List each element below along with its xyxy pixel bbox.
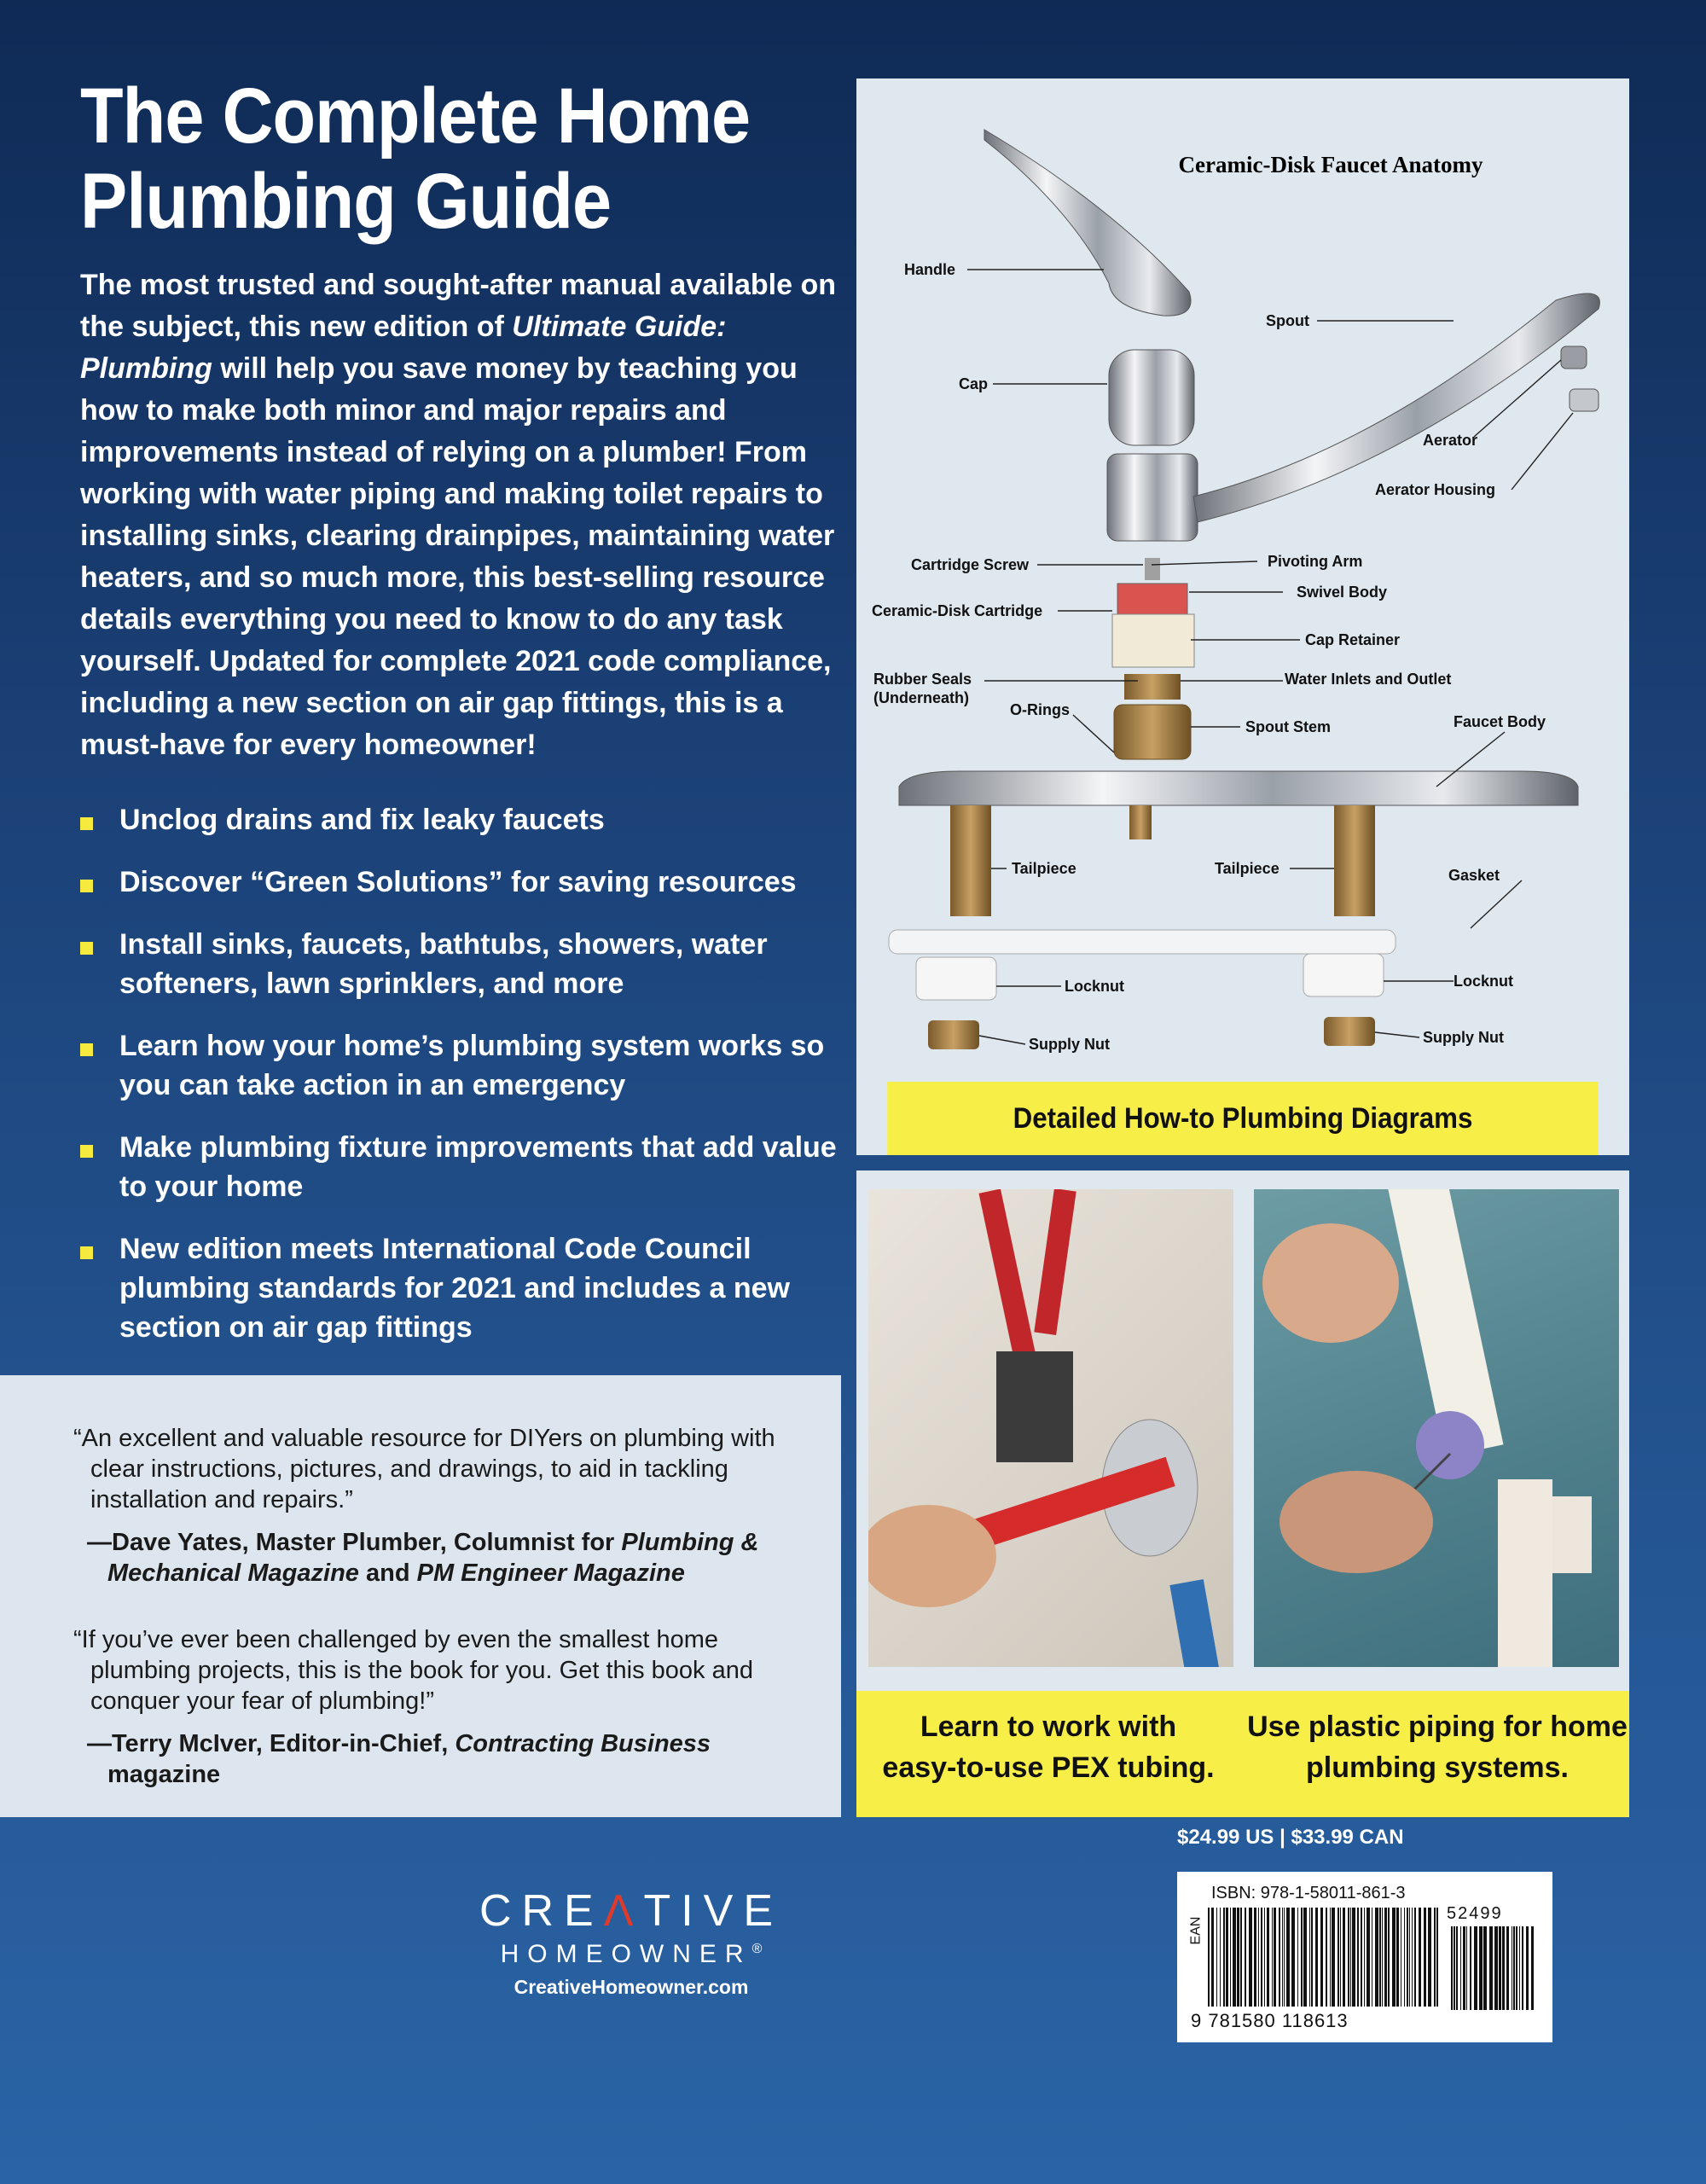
barcode-bar [1315, 1908, 1318, 2007]
cap-part [1109, 350, 1194, 445]
plastic-pipe-photo [1254, 1189, 1619, 1667]
aerator-part [1561, 346, 1587, 369]
plastic-pipe-caption: Use plastic piping for home plumbing systems. [1247, 1711, 1628, 1784]
barcode-bar [1350, 1908, 1351, 2007]
barcode-bar [1451, 1926, 1453, 2010]
testimonial-text: “If you’ve ever been challenged by even the smallest home plumbing projects, this is the book for you. Get this book and conquer your fear of plumbing!” [73, 1626, 753, 1715]
intro-book-name: Ultimate Guide: Plumbing [80, 311, 727, 385]
diagram-title: Ceramic-Disk Faucet Anatomy [1178, 152, 1483, 177]
swivel-body-part [1107, 454, 1198, 541]
barcode-bar [1479, 1926, 1483, 2010]
barcode-bar [1249, 1908, 1252, 2007]
barcode-bar [1526, 1926, 1529, 2010]
barcode-bar [1291, 1908, 1295, 2007]
barcode-bar [1211, 1908, 1214, 2007]
bullet-square-icon [80, 1043, 93, 1056]
label-water-inlets: Water Inlets and Outlet [1285, 671, 1452, 688]
locknut-right-part [1303, 954, 1384, 996]
intro-text-1: The most trusted and sought-after manual available on the subject, this new edition of [80, 269, 837, 343]
barcode-bar [1506, 1926, 1509, 2010]
barcode-bar [1384, 1908, 1387, 2007]
barcode-bar [1463, 1926, 1465, 2010]
barcode-bar [1364, 1908, 1365, 2007]
feature-item: Unclog drains and fix leaky faucets [80, 800, 848, 839]
barcode-bar [1375, 1908, 1378, 2007]
barcode-bar [1424, 1908, 1426, 2007]
barcode-bar [1483, 1926, 1487, 2010]
barcode-bar [1460, 1926, 1461, 2010]
label-rubber-seals: Rubber Seals [873, 671, 972, 688]
barcode-bar [1412, 1908, 1413, 2007]
barcode-bar [1470, 1926, 1471, 2010]
barcode-bar [1499, 1926, 1501, 2010]
logo-subline: HOMEOWNER® [500, 1940, 763, 1968]
barcode-bar [1454, 1926, 1455, 2010]
testimonials-panel [0, 1375, 841, 1817]
barcode-addon: 52499 [1447, 1904, 1503, 1923]
bullet-square-icon [80, 817, 93, 830]
barcode-bar [1264, 1908, 1265, 2007]
faucet-anatomy-illustration [856, 78, 1629, 1082]
label-underneath: (Underneath) [873, 689, 969, 706]
aerator-housing-part [1570, 389, 1599, 411]
barcode-bar [1245, 1908, 1246, 2007]
label-spout-stem: Spout Stem [1245, 718, 1332, 735]
label-ceramic-disk-cartridge: Ceramic-Disk Cartridge [872, 602, 1043, 619]
barcode-bar [1513, 1926, 1515, 2010]
publisher-url[interactable]: CreativeHomeowner.com [514, 1976, 749, 1998]
intro-paragraph [80, 264, 848, 766]
tailpiece-left-part [950, 805, 991, 916]
barcode-bar [1226, 1908, 1228, 2007]
ean-label: EAN [1188, 1916, 1204, 1945]
label-spout: Spout [1266, 312, 1309, 329]
barcode-bar [1414, 1908, 1416, 2007]
barcode-bar [1220, 1908, 1221, 2007]
plastic-pipe-illustration [1254, 1189, 1619, 1667]
intro-text-2: will help you save money by teaching you how to make both minor and major repairs and improvements instead of relying on a plumber! From working with water piping and making toilet repairs to installing sinks, clearing drainpipes, maintaining water heaters, and so much more, this best-selling resource details everything you need to know to do any task yourself. Updated for complete 2021 code compliance, including a new section on air gap fittings, this is a must-have for every homeowner! [80, 352, 835, 761]
label-cap: Cap [959, 375, 989, 392]
barcode-bar [1434, 1908, 1436, 2007]
bullet-square-icon [80, 1145, 93, 1158]
barcode-bar [1516, 1926, 1517, 2010]
barcode-bar [1279, 1908, 1280, 2007]
feature-item: Discover “Green Solutions” for saving resources [80, 863, 848, 902]
barcode-bar [1404, 1908, 1405, 2007]
barcode-bar [1367, 1908, 1370, 2007]
barcode-bar [1382, 1908, 1383, 2007]
feature-item: Install sinks, faucets, bathtubs, showers, water softeners, lawn sprinklers, and more [80, 925, 848, 1003]
barcode-bar [1326, 1908, 1327, 2007]
gasket-part [889, 930, 1396, 954]
barcode-bar [1474, 1926, 1477, 2010]
barcode-bar [1436, 1908, 1438, 2007]
barcode-bar [1494, 1926, 1498, 2010]
feature-item: Learn how your home’s plumbing system works so you can take action in an emergency [80, 1026, 848, 1105]
barcode-bar [1233, 1908, 1236, 2007]
barcode-bar [1286, 1908, 1290, 2007]
barcode-bar [1254, 1908, 1256, 2007]
supply-nut-right-part [1324, 1017, 1375, 1046]
faucet-diagram-panel [856, 78, 1629, 1155]
label-gasket: Gasket [1448, 867, 1500, 884]
barcode-bar [1489, 1926, 1493, 2010]
photo-captions [856, 1691, 1629, 1817]
logo-wordmark: CREΛTIVE [479, 1886, 784, 1936]
label-aerator-housing: Aerator Housing [1375, 481, 1496, 498]
barcode-bar [1330, 1908, 1331, 2007]
barcode-bar [1407, 1908, 1408, 2007]
barcode-bar [1338, 1908, 1339, 2007]
pex-tubing-photo [868, 1189, 1233, 1667]
barcode-bar [1223, 1908, 1225, 2007]
label-o-rings: O-Rings [1010, 701, 1070, 718]
label-supply-nut-left: Supply Nut [1029, 1036, 1110, 1053]
rubber-seal-part [1124, 674, 1181, 700]
barcode-bar [1396, 1908, 1399, 2007]
tailpiece-right-part [1334, 805, 1375, 916]
barcode-bar [1343, 1908, 1345, 2007]
publisher-logo[interactable] [478, 1885, 785, 1999]
barcode-bar [1284, 1908, 1285, 2007]
bullet-square-icon [80, 942, 93, 955]
book-title [80, 73, 756, 244]
barcode-bar [1392, 1908, 1396, 2007]
isbn-text: ISBN: 978-1-58011-861-3 [1211, 1884, 1406, 1902]
barcode-bar [1230, 1908, 1231, 2007]
title-line-2: Plumbing Guide [80, 158, 612, 245]
barcode-bar [1419, 1908, 1421, 2007]
barcode-bar [1311, 1908, 1313, 2007]
barcode-bar [1409, 1908, 1410, 2007]
label-locknut-right: Locknut [1454, 973, 1513, 990]
label-cap-retainer: Cap Retainer [1305, 631, 1401, 648]
feature-list [80, 800, 848, 1370]
barcode-bar [1361, 1908, 1362, 2007]
barcode-bar [1216, 1908, 1217, 2007]
label-locknut-left: Locknut [1065, 978, 1124, 995]
ceramic-disk-cartridge-part [1112, 614, 1194, 667]
isbn-barcode [1177, 1872, 1552, 2042]
barcode-bar [1240, 1908, 1242, 2007]
barcode-bar [1208, 1908, 1210, 2007]
label-cartridge-screw: Cartridge Screw [911, 556, 1030, 573]
supply-nut-left-part [928, 1020, 979, 1049]
handle-part [984, 130, 1191, 316]
label-handle: Handle [904, 261, 956, 278]
price-label: $24.99 US | $33.99 CAN [1177, 1826, 1404, 1849]
barcode-bar [1261, 1908, 1262, 2007]
barcode-bar [1309, 1908, 1310, 2007]
barcode-bar [1301, 1908, 1303, 2007]
spout-stem-part [1114, 705, 1191, 759]
barcode-bar [1303, 1908, 1307, 2007]
barcode-bar [1340, 1908, 1341, 2007]
testimonial [73, 1624, 824, 1790]
label-tailpiece-right: Tailpiece [1215, 860, 1280, 877]
barcode-bar [1237, 1908, 1239, 2007]
label-pivoting-arm: Pivoting Arm [1268, 553, 1363, 570]
title-line-1: The Complete Home [80, 73, 751, 160]
center-pin-part [1129, 805, 1152, 839]
label-aerator: Aerator [1423, 432, 1478, 449]
barcode-bar [1519, 1926, 1520, 2010]
label-faucet-body: Faucet Body [1454, 713, 1546, 730]
bullet-square-icon [80, 880, 93, 892]
barcode-bar [1272, 1908, 1273, 2007]
barcode-number: 9 781580 118613 [1191, 2010, 1349, 2031]
barcode-bar [1522, 1926, 1523, 2010]
barcode-bar [1531, 1926, 1534, 2010]
barcode-bar [1297, 1908, 1298, 2007]
feature-item: Make plumbing fixture improvements that add value to your home [80, 1128, 848, 1206]
diagram-caption: Detailed How-to Plumbing Diagrams [887, 1082, 1599, 1155]
barcode-bar [1282, 1908, 1283, 2007]
barcode-bar [1267, 1908, 1269, 2007]
logo-roof-icon: Λ [603, 1886, 644, 1936]
pex-tool-illustration [868, 1189, 1233, 1667]
barcode-bar [1320, 1908, 1323, 2007]
barcode-bar [1348, 1908, 1349, 2007]
testimonial-attribution: —Dave Yates, Master Plumber, Columnist for Plumbing & Mechanical Magazine and PM Engineer Magazine [87, 1529, 759, 1587]
photo-panel [856, 1170, 1629, 1817]
barcode-bar [1456, 1926, 1458, 2010]
cartridge-top-part [1117, 584, 1187, 614]
barcode-bar [1502, 1926, 1505, 2010]
barcode-bar [1388, 1908, 1390, 2007]
label-tailpiece-left: Tailpiece [1012, 860, 1076, 877]
testimonial-text: “An excellent and valuable resource for DIYers on plumbing with clear instructions, pictures, and drawings, to aid in tackling installation and repairs.” [73, 1425, 775, 1513]
barcode-bar [1428, 1908, 1431, 2007]
label-swivel-body: Swivel Body [1297, 584, 1388, 601]
faucet-body-part [899, 771, 1578, 805]
pex-caption: Learn to work with easy-to-use PEX tubing. [882, 1711, 1215, 1784]
barcode-bar [1352, 1908, 1355, 2007]
bullet-square-icon [80, 1246, 93, 1259]
barcode-bar [1274, 1908, 1276, 2007]
testimonial-attribution: —Terry McIver, Editor-in-Chief, Contracting Business magazine [87, 1730, 711, 1788]
barcode-bar [1258, 1908, 1259, 2007]
barcode-bar [1332, 1908, 1335, 2007]
barcode-bar [1466, 1926, 1467, 2010]
testimonial [73, 1423, 824, 1589]
barcode-bar [1357, 1908, 1359, 2007]
barcode-bar [1379, 1908, 1381, 2007]
feature-item: New edition meets International Code Council plumbing standards for 2021 and includes a new section on air gap fittings [80, 1229, 848, 1347]
locknut-left-part [916, 957, 996, 1000]
cartridge-screw-part [1145, 558, 1160, 580]
label-supply-nut-right: Supply Nut [1423, 1029, 1504, 1046]
